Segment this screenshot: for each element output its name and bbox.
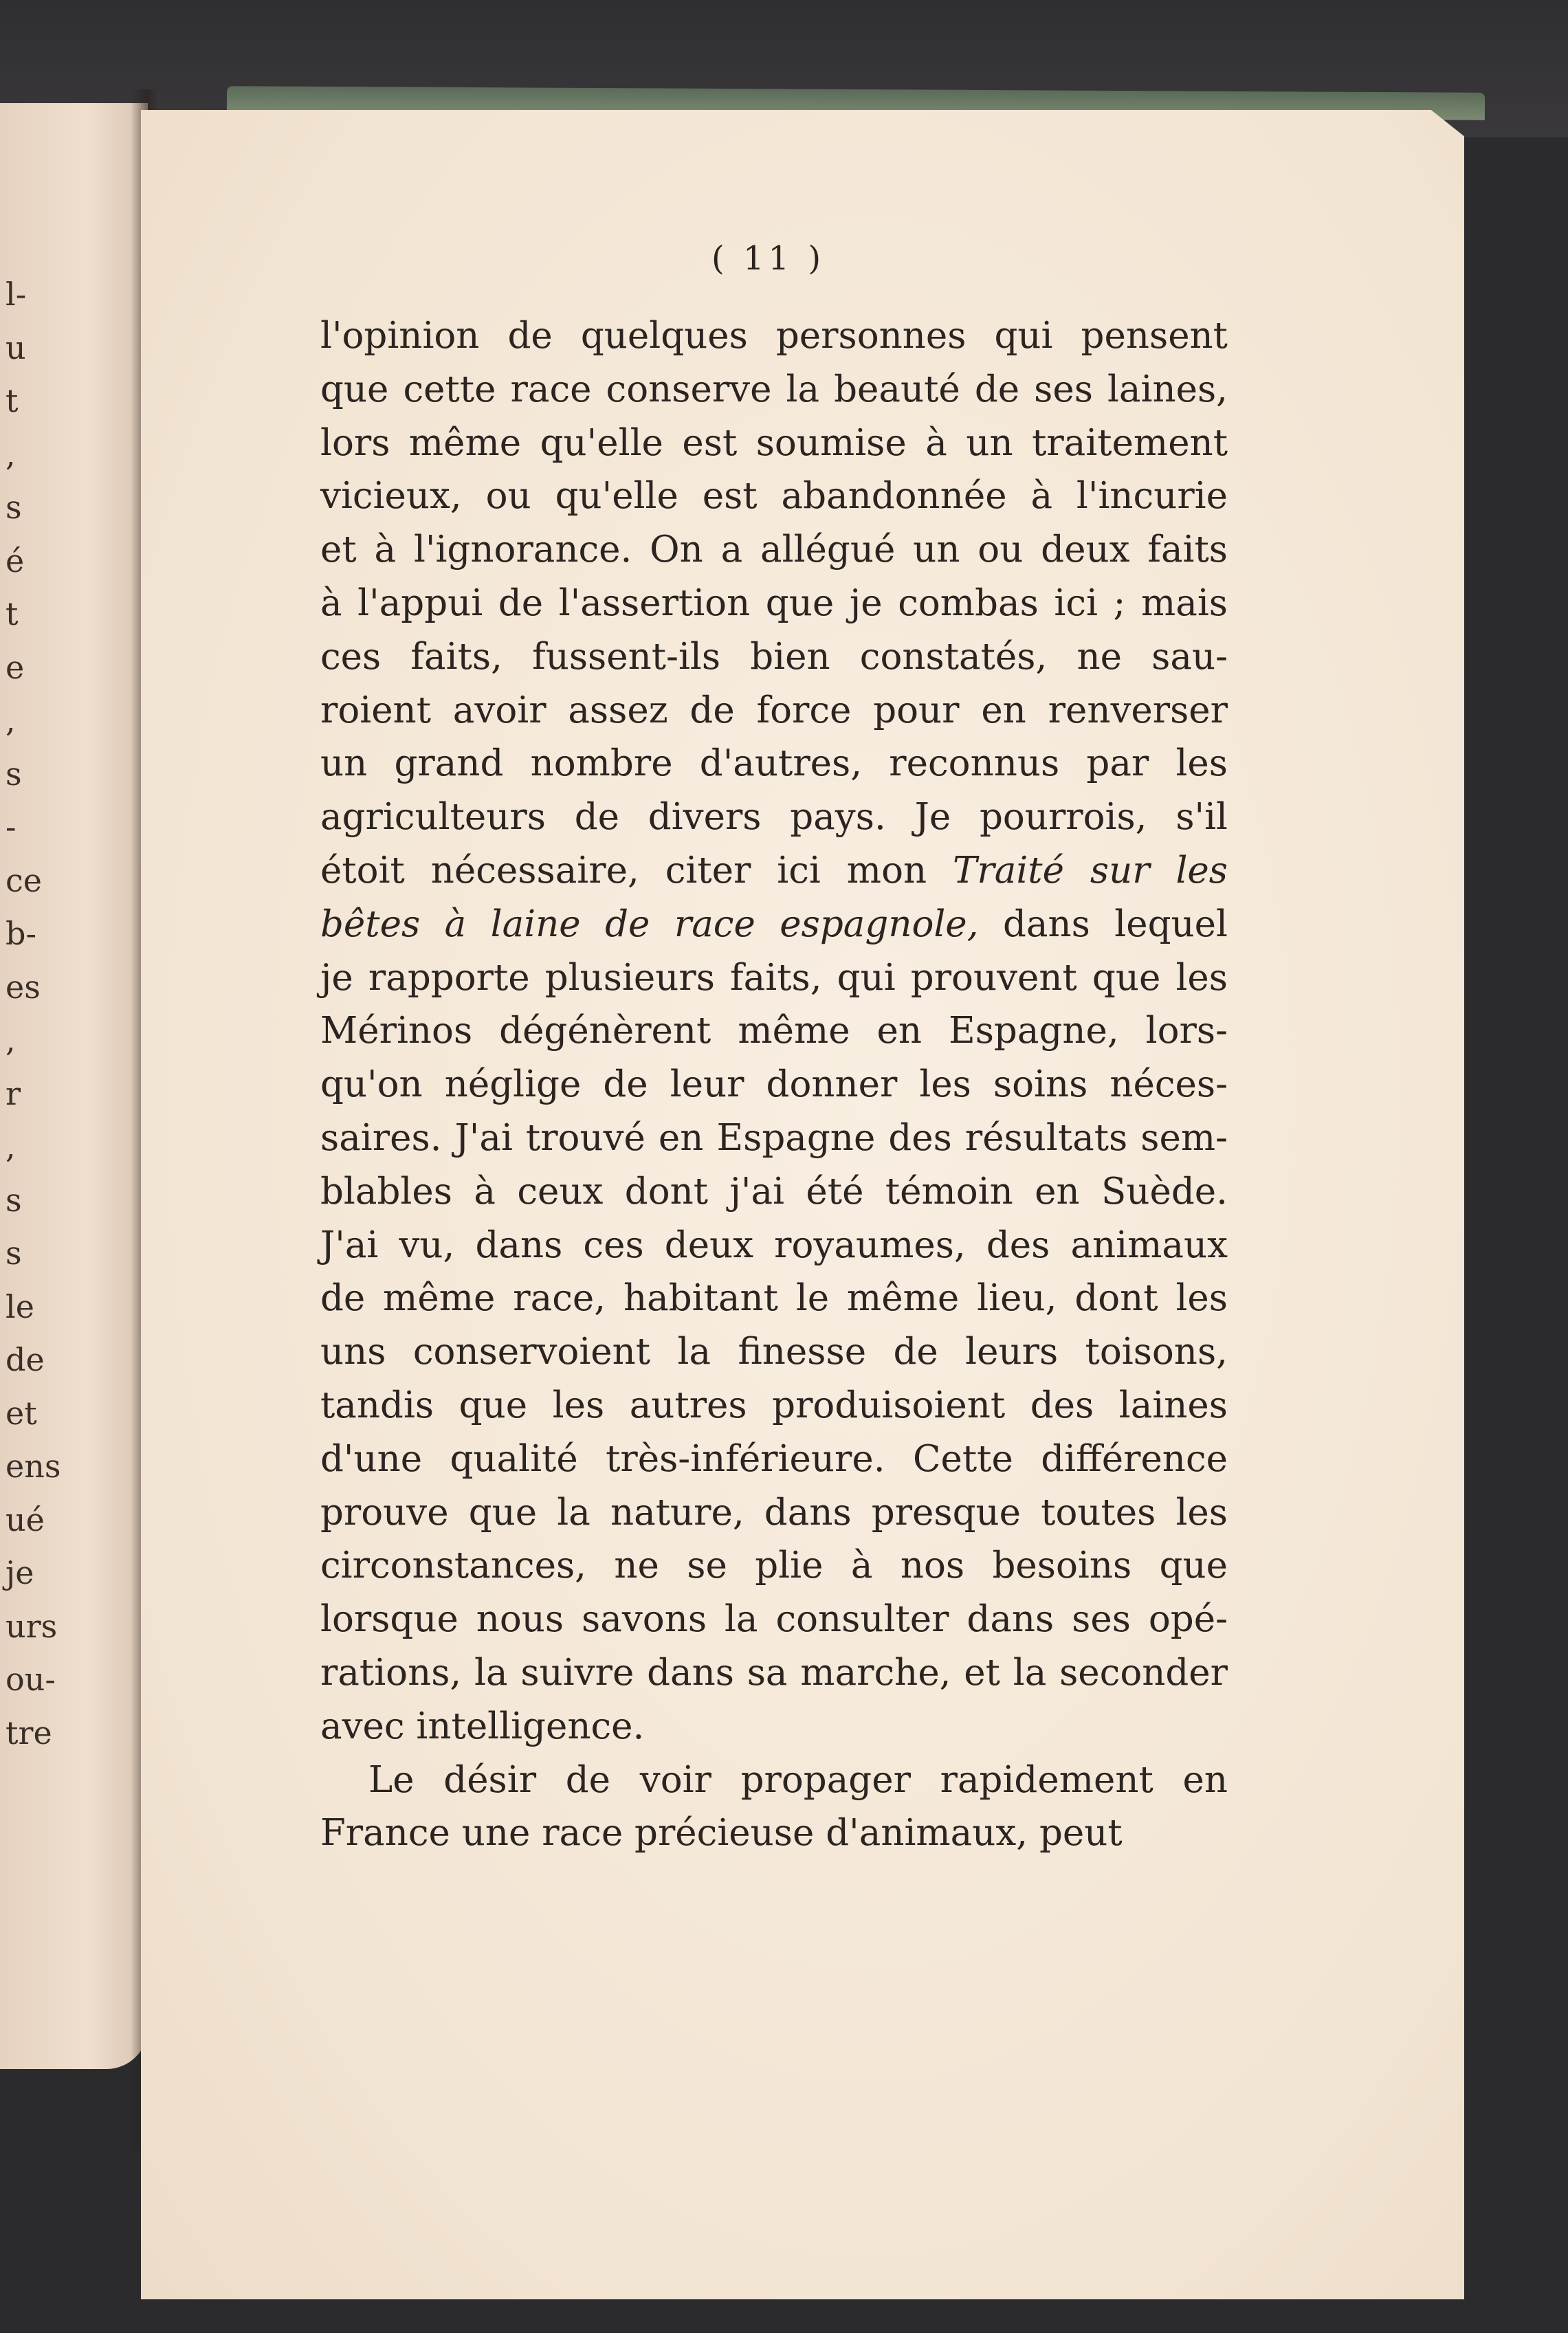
text-line xyxy=(320,898,1228,951)
left-page-fragment: et xyxy=(5,1394,37,1432)
text-line: prouve que la nature, dans presque toutes les xyxy=(320,1491,1228,1534)
text-line: que cette race conserve la beauté de ses laines, xyxy=(320,368,1228,410)
book-title-italic: Traité sur les xyxy=(953,849,1228,892)
left-page-fragment: r xyxy=(5,1074,21,1112)
text-line: roient avoir assez de force pour en renverser xyxy=(320,689,1228,731)
left-page-fragment: l- xyxy=(5,276,27,313)
left-page-fragment: , xyxy=(5,1128,16,1165)
left-page-fragment: , xyxy=(5,1021,16,1059)
left-page-fragment: e xyxy=(5,648,25,686)
text-line: tandis que les autres produisoient des laines xyxy=(320,1384,1228,1426)
left-page-fragment: b- xyxy=(5,915,36,952)
text-line: rations, la suivre dans sa marche, et la seconder xyxy=(320,1651,1228,1694)
left-page-fragment: urs xyxy=(5,1607,58,1645)
text-line: et à l'ignorance. On a allégué un ou deux faits xyxy=(320,529,1228,571)
left-page-fragment: de xyxy=(5,1341,45,1378)
left-page-fragment: je xyxy=(5,1554,34,1591)
left-page-fragment: é xyxy=(5,542,25,579)
text-line: vicieux, ou qu'elle est abandonnée à l'incurie xyxy=(320,475,1228,518)
left-page-fragment: ce xyxy=(5,861,42,899)
text-line: saires. J'ai trouvé en Espagne des résultats sem- xyxy=(320,1116,1228,1159)
text-line: d'une qualité très-inférieure. Cette différence xyxy=(320,1437,1228,1480)
body-text xyxy=(320,309,1228,1860)
text-line: ces faits, fussent-ils bien constatés, ne sau- xyxy=(320,635,1228,678)
text-segment: étoit nécessaire, citer ici mon xyxy=(320,849,953,892)
text-line: circonstances, ne se plie à nos besoins que xyxy=(320,1545,1228,1587)
text-line: blables à ceux dont j'ai été témoin en Suède. xyxy=(320,1170,1228,1213)
text-line: France une race précieuse d'animaux, peut xyxy=(320,1812,1123,1855)
left-page-fragment: ou- xyxy=(5,1661,56,1698)
left-page-text-fragments xyxy=(5,268,143,1760)
page-number: ( 11 ) xyxy=(711,239,826,278)
left-page-fragment: tre xyxy=(5,1714,52,1751)
text-line: agriculteurs de divers pays. Je pourrois, s'il xyxy=(320,796,1228,839)
text-line: l'opinion de quelques personnes qui pensent xyxy=(320,315,1228,357)
left-page-fragment: es xyxy=(5,968,41,1006)
text-line: avec intelligence. xyxy=(320,1705,645,1747)
book-title-italic: bêtes à laine de race espagnole, xyxy=(320,903,979,945)
text-line: uns conservoient la finesse de leurs toisons, xyxy=(320,1331,1228,1373)
left-page-fragment: u xyxy=(5,329,26,366)
left-page-fragment: s xyxy=(5,1235,22,1272)
left-page-fragment: t xyxy=(5,595,19,632)
text-line: J'ai vu, dans ces deux royaumes, des animaux xyxy=(320,1224,1228,1266)
text-line xyxy=(320,844,1228,898)
text-line: lors même qu'elle est soumise à un traitement xyxy=(320,421,1228,464)
text-line: Le désir de voir propager rapidement en xyxy=(368,1758,1228,1801)
text-line: à l'appui de l'assertion que je combas ici ; mais xyxy=(320,582,1228,624)
left-page-fragment: le xyxy=(5,1287,34,1325)
text-line: de même race, habitant le même lieu, dont les xyxy=(320,1277,1228,1320)
left-page-fragment: s xyxy=(5,1181,22,1219)
text-line: un grand nombre d'autres, reconnus par les xyxy=(320,742,1228,785)
text-line: qu'on néglige de leur donner les soins néces- xyxy=(320,1063,1228,1106)
left-page-fragment: , xyxy=(5,702,16,739)
text-line: je rapporte plusieurs faits, qui prouvent que les xyxy=(320,956,1228,999)
left-page-fragment: s xyxy=(5,489,22,526)
left-page-fragment: ué xyxy=(5,1501,45,1538)
left-page-fragment: , xyxy=(5,435,16,473)
left-page-fragment: - xyxy=(5,808,16,845)
left-page-fragment: s xyxy=(5,755,22,793)
text-segment: dans lequel xyxy=(978,903,1228,945)
left-page-fragment: ens xyxy=(5,1448,61,1485)
text-line: lorsque nous savons la consulter dans ses opé- xyxy=(320,1598,1228,1641)
left-page-fragment: t xyxy=(5,382,19,419)
left-page xyxy=(0,103,148,2069)
text-line: Mérinos dégénèrent même en Espagne, lors- xyxy=(320,1010,1228,1052)
